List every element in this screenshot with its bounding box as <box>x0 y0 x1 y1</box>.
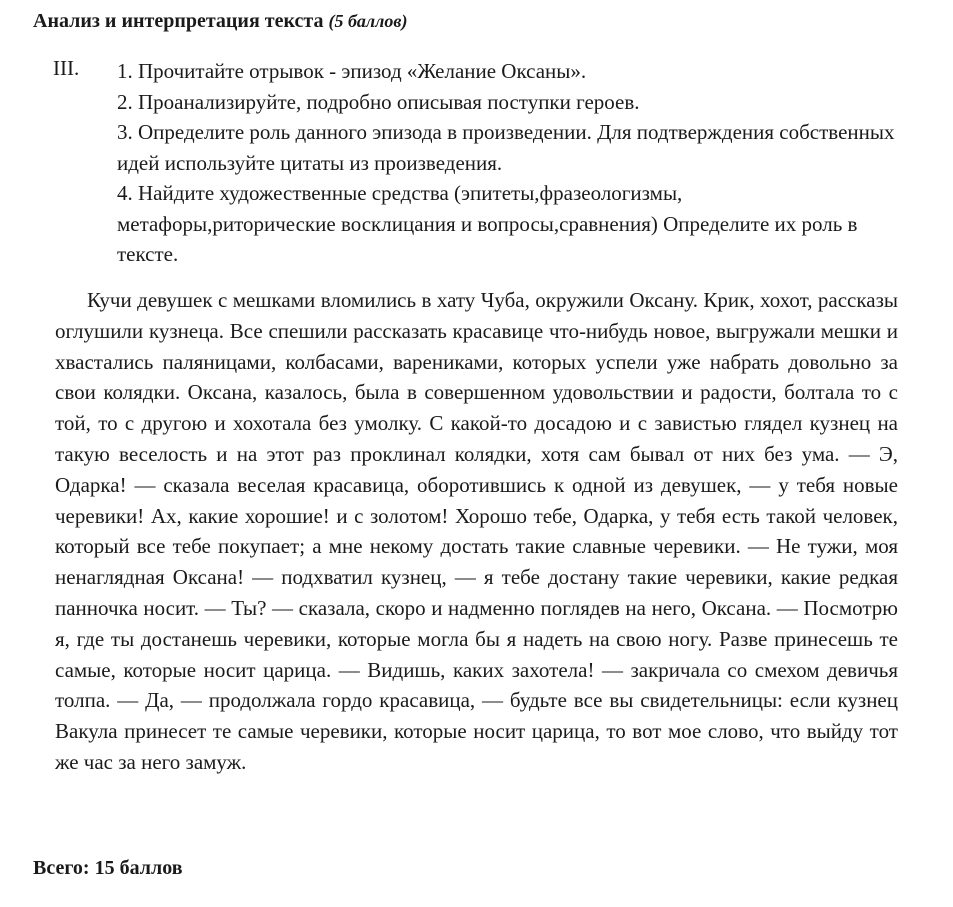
text-passage: Кучи девушек с мешками вломились в хату Чуба, окружили Оксану. Крик, хохот, рассказы оглушили кузнеца. Все спешили рассказать красавице что-нибудь новое, выгружали мешки и хвастались паляницами, колбасами, варениками, которых успели уже набрать довольно за свои колядки. Оксана, казалось, была в совершенном удовольствии и радости, болтала то с той, то с другою и хохотала без умолку. С какой-то досадою и с завистью глядел кузнец на такую веселость и на этот раз проклинал колядки, хотя сам бывал от них без ума. — Э, Одарка! — сказала веселая красавица, оборотившись к одной из девушек, — у тебя новые черевики! Ах, какие хорошие! и с золотом! Хорошо тебе, Одарка, у тебя есть такой человек, который все тебе покупает; а мне некому достать такие славные черевики. — Не тужи, моя ненаглядная Оксана! — подхватил кузнец, — я тебе достану такие черевики, какие редкая панночка носит. — Ты? — сказала, скоро и надменно поглядев на него, Оксана. — Посмотрю я, где ты достанешь черевики, которые могла бы я надеть на свою ногу. Разве принесешь те самые, которые носит царица. — Видишь, каких захотела! — закричала со смехом девичья толпа. — Да, — продолжала гордо красавица, — будьте все вы свидетельницы: если кузнец Вакула принесет те самые черевики, которые носит царица, то вот мое слово, что выйду тот же час за него замуж. <box>55 288 898 774</box>
section-points: (5 баллов) <box>328 11 408 31</box>
task-item-2: 2. Проанализируйте, подробно описывая поступки героев. <box>117 89 640 114</box>
section-title <box>33 10 407 33</box>
task-number: III. <box>53 56 80 80</box>
task-item-4: 4. Найдите художественные средства (эпитеты,фразеологизмы, метафоры,риторические восклицания и вопросы,сравнения) Определите их роль в тексте. <box>117 181 858 266</box>
section-title-text: Анализ и интерпретация текста <box>33 10 324 32</box>
total-score: Всего: 15 баллов <box>33 857 183 879</box>
task-item-3: 3. Определите роль данного эпизода в произведении. Для подтверждения собственных идей используйте цитаты из произведения. <box>117 120 895 175</box>
task-item-1: 1. Прочитайте отрывок - эпизод «Желание Оксаны». <box>117 59 587 83</box>
task-list <box>117 56 897 270</box>
